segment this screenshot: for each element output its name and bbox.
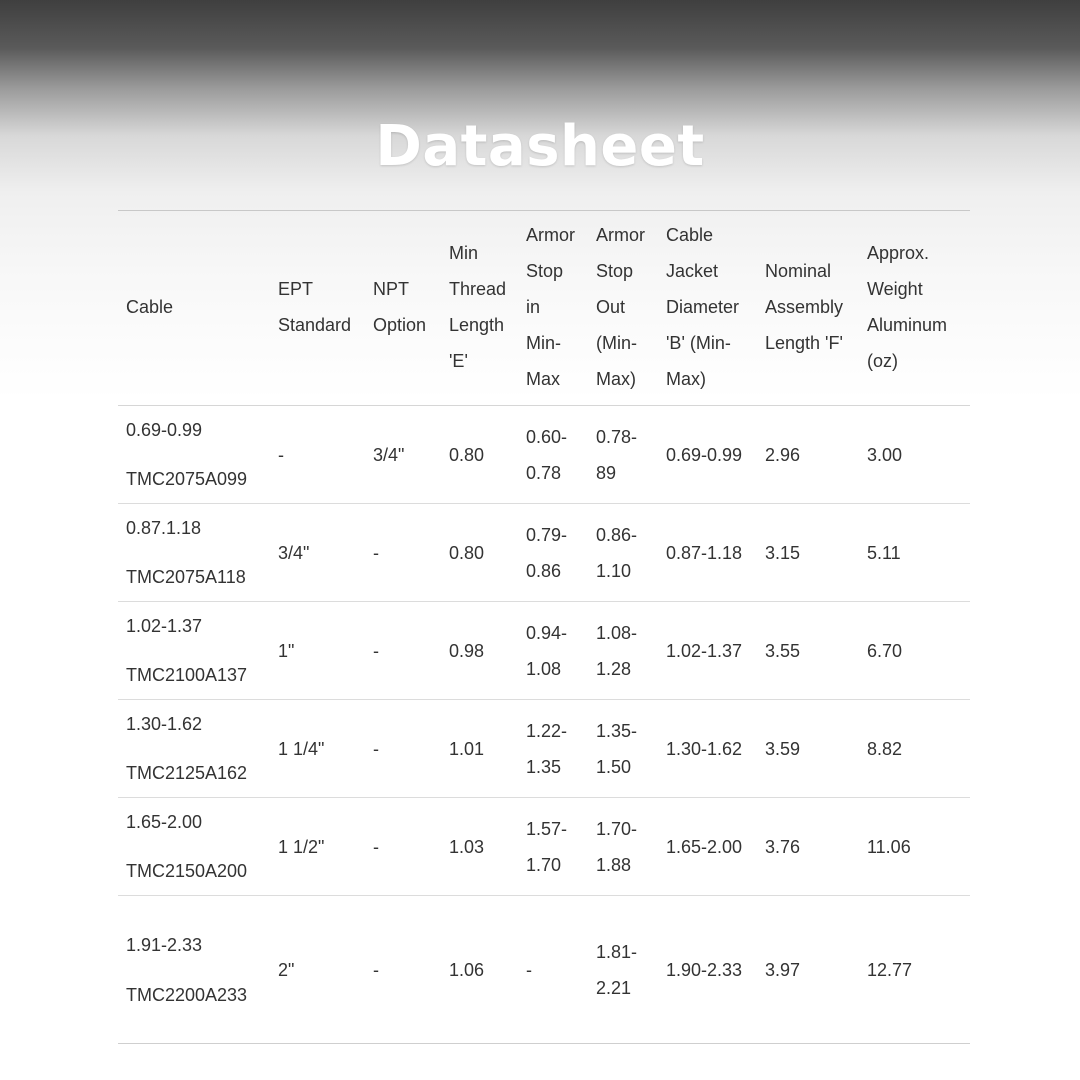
armor-in-cell <box>518 504 588 602</box>
cell-text: 0.78- <box>596 426 638 447</box>
cable-cell <box>118 602 270 700</box>
armor-in-cell <box>518 700 588 798</box>
npt-cell <box>365 700 441 798</box>
page-title: Datasheet <box>375 113 705 179</box>
npt-cell <box>365 896 441 1044</box>
table-row <box>118 700 970 798</box>
column-header-armor-stop-out <box>588 211 658 406</box>
column-header-line: Max) <box>596 369 636 389</box>
table-row <box>118 602 970 700</box>
armor-in-cell <box>518 602 588 700</box>
column-header-line: 'E' <box>449 351 468 371</box>
ept-cell <box>270 406 365 504</box>
cell-text: 3.59 <box>765 738 801 759</box>
assembly-length-cell <box>757 798 859 896</box>
cell-text: 12.77 <box>867 959 913 980</box>
column-header-line: Cable <box>666 225 714 245</box>
jacket-diameter-cell <box>658 798 757 896</box>
cell-text: 0.79- <box>526 524 568 545</box>
npt-cell <box>365 798 441 896</box>
assembly-length-cell <box>757 896 859 1044</box>
cell-text: - <box>373 738 379 759</box>
datasheet-table-container <box>118 210 970 1044</box>
cell-text: 89 <box>596 462 617 483</box>
armor-in-cell <box>518 798 588 896</box>
cell-text: 3.97 <box>765 959 801 980</box>
cell-text: - <box>373 640 379 661</box>
cell-text: 1.02-1.37 <box>126 616 203 636</box>
assembly-length-cell <box>757 504 859 602</box>
weight-cell <box>859 504 970 602</box>
column-header-line: (oz) <box>867 351 898 371</box>
jacket-diameter-cell <box>658 700 757 798</box>
cell-text: 0.87-1.18 <box>666 542 743 563</box>
jacket-diameter-cell <box>658 602 757 700</box>
assembly-length-cell <box>757 700 859 798</box>
cell-text: 1 1/2" <box>278 836 325 857</box>
cell-text: 1.65-2.00 <box>666 836 743 857</box>
cell-text: 1.06 <box>449 959 485 980</box>
table-row <box>118 896 970 1044</box>
cell-text: 1.30-1.62 <box>666 738 743 759</box>
cell-text: 0.86 <box>526 560 562 581</box>
cell-text: 1.50 <box>596 756 632 777</box>
cell-text: 3.00 <box>867 444 903 465</box>
cell-text: 1.35 <box>526 756 562 777</box>
column-header-line: in <box>526 297 541 317</box>
cell-text: 1.35- <box>596 720 638 741</box>
cell-text: 1.65-2.00 <box>126 812 203 832</box>
cell-text: 0.86- <box>596 524 638 545</box>
ept-cell <box>270 700 365 798</box>
cell-text: 2.96 <box>765 444 801 465</box>
column-header-line: (Min- <box>596 333 637 353</box>
column-header-approx-weight <box>859 211 970 406</box>
column-header-line: Armor <box>526 225 575 245</box>
jacket-diameter-cell <box>658 896 757 1044</box>
column-header-cable-jacket-diameter <box>658 211 757 406</box>
column-header-line: EPT <box>278 279 314 299</box>
cell-text: 1.81- <box>596 941 638 962</box>
cell-text: TMC2125A162 <box>126 763 248 783</box>
cable-cell <box>118 700 270 798</box>
column-header-npt-option <box>365 211 441 406</box>
armor-out-cell <box>588 896 658 1044</box>
table-body <box>118 406 970 1044</box>
cell-text: 3.15 <box>765 542 801 563</box>
thread-length-cell <box>441 798 518 896</box>
cell-text: TMC2150A200 <box>126 861 248 881</box>
cell-text: 0.98 <box>449 640 485 661</box>
column-header-line: Length 'F' <box>765 333 843 353</box>
weight-cell <box>859 602 970 700</box>
column-header-line: Aluminum <box>867 315 948 335</box>
cell-text: 3/4" <box>373 444 405 465</box>
armor-in-cell <box>518 406 588 504</box>
column-header-line: Stop <box>596 261 634 281</box>
cell-text: 1.30-1.62 <box>126 714 203 734</box>
npt-cell <box>365 406 441 504</box>
armor-out-cell <box>588 504 658 602</box>
cell-text: 1.01 <box>449 738 485 759</box>
cell-text: 1.03 <box>449 836 485 857</box>
weight-cell <box>859 798 970 896</box>
column-header-line: Length <box>449 315 505 335</box>
column-header-line: Max) <box>666 369 706 389</box>
thread-length-cell <box>441 406 518 504</box>
thread-length-cell <box>441 700 518 798</box>
column-header-ept-standard <box>270 211 365 406</box>
jacket-diameter-cell <box>658 504 757 602</box>
cell-text: 1.02-1.37 <box>666 640 743 661</box>
column-header-line: Stop <box>526 261 564 281</box>
npt-cell <box>365 504 441 602</box>
cell-text: 1.91-2.33 <box>126 934 203 955</box>
cell-text: 6.70 <box>867 640 903 661</box>
cell-text: 0.69-0.99 <box>666 444 743 465</box>
cell-text: 11.06 <box>867 836 911 857</box>
cell-text: 2.21 <box>596 977 632 998</box>
armor-out-cell <box>588 602 658 700</box>
cell-text: 0.87.1.18 <box>126 518 202 538</box>
thread-length-cell <box>441 504 518 602</box>
column-header-min-thread-length <box>441 211 518 406</box>
column-header-line: Thread <box>449 279 507 299</box>
cable-cell <box>118 896 270 1044</box>
cell-text: 0.69-0.99 <box>126 420 203 440</box>
datasheet-table <box>118 210 970 1044</box>
column-header-nominal-assembly-length <box>757 211 859 406</box>
cell-text: 1.10 <box>596 560 632 581</box>
cell-text: 1.08 <box>526 658 562 679</box>
column-header-line: Standard <box>278 315 352 335</box>
column-header-armor-stop-in <box>518 211 588 406</box>
table-header <box>118 211 970 406</box>
column-header-line: Jacket <box>666 261 719 281</box>
ept-cell <box>270 602 365 700</box>
table-row <box>118 798 970 896</box>
column-header-line: Approx. <box>867 243 930 263</box>
cell-text: 1.22- <box>526 720 568 741</box>
armor-in-cell <box>518 896 588 1044</box>
cell-text: 1.28 <box>596 658 632 679</box>
cell-text: - <box>373 836 379 857</box>
column-header-line: Min- <box>526 333 561 353</box>
table-row <box>118 406 970 504</box>
assembly-length-cell <box>757 406 859 504</box>
weight-cell <box>859 406 970 504</box>
cell-text: 0.80 <box>449 542 485 563</box>
thread-length-cell <box>441 602 518 700</box>
column-header-cable <box>118 211 270 406</box>
armor-out-cell <box>588 700 658 798</box>
cell-text: TMC2075A118 <box>126 567 246 587</box>
weight-cell <box>859 896 970 1044</box>
column-header-line: Min <box>449 243 479 263</box>
cell-text: 1.88 <box>596 854 632 875</box>
column-header-line: Cable <box>126 297 174 317</box>
cell-text: 0.80 <box>449 444 485 465</box>
cell-text: 1.70 <box>526 854 562 875</box>
column-header-line: Weight <box>867 279 923 299</box>
cell-text: 1.90-2.33 <box>666 959 743 980</box>
cell-text: TMC2100A137 <box>126 665 248 685</box>
armor-out-cell <box>588 406 658 504</box>
column-header-line: Out <box>596 297 626 317</box>
column-header-line: Nominal <box>765 261 832 281</box>
cell-text: 1.70- <box>596 818 638 839</box>
npt-cell <box>365 602 441 700</box>
column-header-line: Max <box>526 369 561 389</box>
table-row <box>118 504 970 602</box>
ept-cell <box>270 798 365 896</box>
ept-cell <box>270 504 365 602</box>
cable-cell <box>118 406 270 504</box>
column-header-line: Assembly <box>765 297 844 317</box>
cell-text: - <box>373 959 379 980</box>
thread-length-cell <box>441 896 518 1044</box>
cable-cell <box>118 798 270 896</box>
cell-text: 2" <box>278 959 295 980</box>
cell-text: TMC2200A233 <box>126 984 248 1005</box>
cell-text: 1.08- <box>596 622 638 643</box>
header-row <box>118 211 970 406</box>
cell-text: 3.76 <box>765 836 801 857</box>
assembly-length-cell <box>757 602 859 700</box>
cell-text: TMC2075A099 <box>126 469 248 489</box>
cell-text: - <box>373 542 379 563</box>
column-header-line: Diameter <box>666 297 740 317</box>
cell-text: 0.78 <box>526 462 562 483</box>
column-header-line: Armor <box>596 225 645 245</box>
cell-text: 5.11 <box>867 542 901 563</box>
cell-text: 3.55 <box>765 640 801 661</box>
cell-text: 1 1/4" <box>278 738 325 759</box>
column-header-line: 'B' (Min- <box>666 333 731 353</box>
cell-text: - <box>278 444 284 465</box>
cell-text: 1.57- <box>526 818 568 839</box>
cell-text: 1" <box>278 640 295 661</box>
weight-cell <box>859 700 970 798</box>
cell-text: 0.94- <box>526 622 568 643</box>
cell-text: - <box>526 959 532 980</box>
ept-cell <box>270 896 365 1044</box>
cell-text: 3/4" <box>278 542 310 563</box>
cable-cell <box>118 504 270 602</box>
column-header-line: NPT <box>373 279 409 299</box>
column-header-line: Option <box>373 315 427 335</box>
armor-out-cell <box>588 798 658 896</box>
cell-text: 8.82 <box>867 738 903 759</box>
jacket-diameter-cell <box>658 406 757 504</box>
cell-text: 0.60- <box>526 426 568 447</box>
